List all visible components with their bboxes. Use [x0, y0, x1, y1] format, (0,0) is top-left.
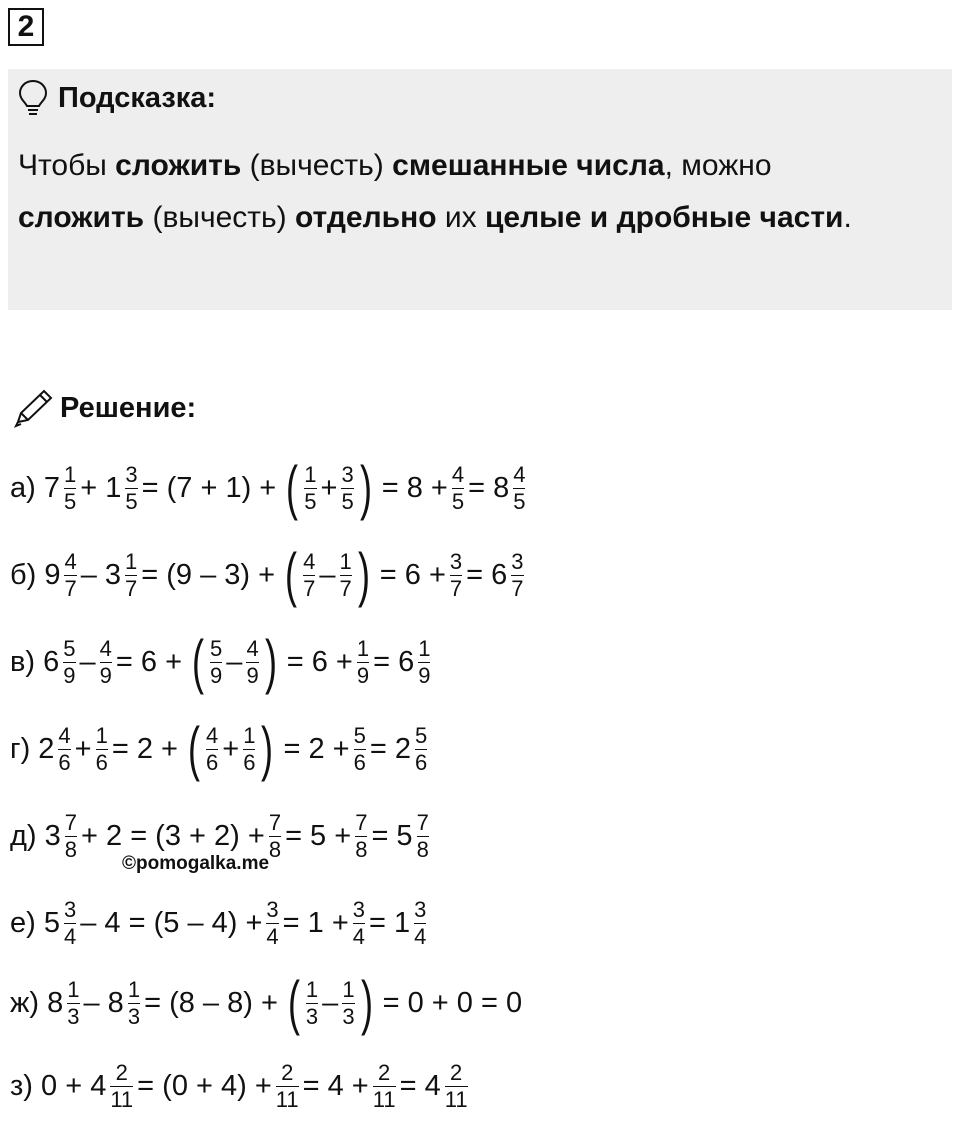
expression-text: –: [322, 986, 339, 1019]
denominator: 11: [444, 1086, 468, 1112]
fraction: [341, 462, 353, 515]
denominator: 8: [355, 836, 368, 862]
left-paren: (: [287, 969, 300, 1036]
numerator: 3: [125, 461, 138, 487]
numerator: 5: [210, 635, 223, 661]
fraction: [64, 462, 76, 515]
denominator: 3: [67, 1003, 80, 1029]
pencil-icon: [12, 388, 54, 428]
numerator: 4: [513, 461, 526, 487]
hint-segment: смешанные числа: [392, 149, 665, 182]
expression-text: = 4: [399, 1069, 441, 1102]
right-paren: ): [264, 628, 277, 695]
fraction: [65, 810, 77, 863]
fraction: [414, 897, 426, 950]
expression-text: = 2: [369, 732, 411, 765]
denominator: 11: [275, 1086, 299, 1112]
expression-text: – 4 = (5 – 4) +: [80, 906, 263, 939]
hint-segment: целые и дробные части: [484, 201, 844, 234]
numerator: 1: [418, 635, 431, 661]
denominator: 9: [246, 662, 259, 688]
fraction: [64, 549, 76, 602]
expression-text: +: [222, 732, 240, 765]
fraction: [58, 723, 70, 776]
fraction: [125, 462, 137, 515]
denominator: 6: [58, 749, 71, 775]
denominator: 5: [63, 488, 77, 514]
lightbulb-icon: [18, 79, 48, 117]
denominator: 11: [372, 1086, 396, 1112]
denominator: 9: [99, 662, 112, 688]
numerator: 4: [451, 461, 465, 487]
numerator: 3: [352, 896, 366, 922]
numerator: 2: [281, 1059, 294, 1085]
numerator: 7: [416, 809, 429, 835]
denominator: 7: [303, 575, 316, 601]
fraction: [418, 636, 430, 689]
numerator: 1: [243, 722, 256, 748]
fraction: [96, 723, 108, 776]
denominator: 3: [342, 1003, 355, 1029]
denominator: 4: [352, 923, 366, 949]
fraction: [63, 636, 75, 689]
hint-text: [18, 140, 938, 244]
fraction: [110, 1060, 133, 1113]
hint-segment: .: [843, 201, 852, 234]
denominator: 4: [266, 923, 279, 949]
expression-text: е) 5: [10, 906, 60, 939]
numerator: 1: [339, 548, 352, 574]
fraction: [357, 636, 369, 689]
fraction: [511, 549, 523, 602]
numerator: 4: [206, 722, 219, 748]
expression-text: +: [74, 732, 92, 765]
expression-text: = 4 +: [302, 1069, 369, 1102]
fraction: [417, 810, 429, 863]
fraction: [353, 897, 365, 950]
expression-text: = 2 +: [111, 732, 187, 765]
fraction: [276, 1060, 299, 1113]
denominator: 4: [414, 923, 427, 949]
numerator: 1: [125, 548, 138, 574]
hint-segment: отдельно: [294, 201, 437, 234]
denominator: 8: [416, 836, 429, 862]
fraction: [246, 636, 258, 689]
numerator: 5: [353, 722, 366, 748]
fraction: [64, 897, 76, 950]
expression-text: = (0 + 4) +: [137, 1069, 272, 1102]
expression-text: = (7 + 1) +: [141, 471, 285, 504]
expression-text: = 5: [371, 819, 413, 852]
hint-line-2: [18, 192, 938, 244]
hint-segment: сложить: [115, 149, 242, 182]
expression-text: = 2 +: [275, 732, 350, 765]
solution-header: [12, 386, 196, 430]
denominator: 7: [449, 575, 463, 601]
denominator: 5: [304, 488, 317, 514]
expression-text: в) 6: [10, 645, 60, 678]
fraction: [210, 636, 222, 689]
fraction: [445, 1060, 468, 1113]
numerator: 3: [63, 896, 77, 922]
denominator: 7: [125, 575, 138, 601]
left-paren: (: [192, 628, 205, 695]
fraction: [450, 549, 462, 602]
expression-text: з) 0 + 4: [10, 1069, 107, 1102]
expression-text: = 6: [373, 645, 415, 678]
numerator: 1: [67, 976, 80, 1002]
expression-text: д) 3: [10, 819, 61, 852]
fraction: [100, 636, 112, 689]
fraction: [340, 549, 352, 602]
hint-title: Подсказка:: [58, 81, 217, 114]
numerator: 7: [355, 809, 368, 835]
numerator: 2: [115, 1059, 128, 1085]
fraction: [67, 977, 79, 1030]
expression-text: = 6: [466, 558, 508, 591]
numerator: 1: [305, 976, 319, 1002]
numerator: 3: [414, 896, 427, 922]
hint-segment: их: [436, 201, 485, 234]
hint-segment: Чтобы: [18, 149, 116, 182]
hint-header: [18, 78, 216, 118]
fraction: [269, 810, 281, 863]
denominator: 5: [513, 488, 526, 514]
numerator: 3: [449, 548, 463, 574]
denominator: 5: [125, 488, 138, 514]
task-number-box: 2: [8, 8, 44, 46]
denominator: 5: [451, 488, 465, 514]
solution-row: [10, 541, 528, 608]
numerator: 4: [58, 722, 71, 748]
expression-text: –: [79, 645, 96, 678]
solution-row: [10, 1056, 472, 1116]
denominator: 8: [64, 836, 78, 862]
expression-text: = (8 – 8) +: [144, 986, 286, 1019]
denominator: 9: [63, 662, 76, 688]
numerator: 3: [266, 896, 279, 922]
hint-line-1: [18, 140, 938, 192]
numerator: 1: [356, 635, 370, 661]
numerator: 1: [342, 976, 355, 1002]
expression-text: = 5 +: [285, 819, 352, 852]
denominator: 7: [339, 575, 352, 601]
left-paren: (: [188, 715, 201, 782]
fraction: [354, 723, 366, 776]
fraction: [243, 723, 255, 776]
expression-text: = 6 +: [115, 645, 191, 678]
denominator: 5: [341, 488, 354, 514]
expression-text: –: [226, 645, 243, 678]
expression-text: б) 9: [10, 558, 61, 591]
fraction: [125, 549, 137, 602]
denominator: 7: [511, 575, 524, 601]
fraction: [266, 897, 278, 950]
fraction: [306, 977, 318, 1030]
denominator: 3: [305, 1003, 319, 1029]
hint-segment: , можно: [664, 149, 772, 182]
numerator: 3: [341, 461, 354, 487]
denominator: 9: [210, 662, 223, 688]
expression-text: = 8: [468, 471, 510, 504]
fraction: [342, 977, 354, 1030]
expression-text: + 2 = (3 + 2) +: [81, 819, 265, 852]
denominator: 9: [356, 662, 370, 688]
watermark: ©pomogalka.me: [122, 853, 270, 874]
numerator: 4: [303, 548, 316, 574]
numerator: 2: [450, 1059, 463, 1085]
expression-text: а) 7: [10, 471, 60, 504]
solution-row: [10, 454, 529, 521]
left-paren: (: [286, 454, 299, 521]
numerator: 4: [64, 548, 77, 574]
expression-text: = 1: [369, 906, 411, 939]
hint-segment: (вычесть): [144, 201, 295, 234]
numerator: 3: [511, 548, 524, 574]
denominator: 6: [206, 749, 219, 775]
solution-row: [10, 628, 434, 695]
denominator: 6: [243, 749, 256, 775]
expression-text: +: [320, 471, 338, 504]
expression-text: г) 2: [10, 732, 55, 765]
denominator: 4: [63, 923, 77, 949]
solution-title: Решение:: [60, 391, 197, 424]
right-paren: ): [359, 454, 372, 521]
denominator: 7: [64, 575, 77, 601]
numerator: 1: [304, 461, 317, 487]
right-paren: ): [357, 541, 370, 608]
fraction: [513, 462, 525, 515]
numerator: 7: [268, 809, 282, 835]
numerator: 4: [99, 635, 112, 661]
fraction: [206, 723, 218, 776]
fraction: [303, 549, 315, 602]
denominator: 6: [353, 749, 366, 775]
numerator: 2: [378, 1059, 391, 1085]
expression-text: = 6 +: [371, 558, 446, 591]
left-paren: (: [285, 541, 298, 608]
fraction: [128, 977, 140, 1030]
fraction: [304, 462, 316, 515]
expression-text: = 8 +: [373, 471, 448, 504]
solution-row: [10, 893, 430, 953]
fraction: [373, 1060, 396, 1113]
hint-segment: (вычесть): [241, 149, 393, 182]
numerator: 4: [246, 635, 259, 661]
numerator: 1: [63, 461, 77, 487]
numerator: 1: [95, 722, 108, 748]
expression-text: ж) 8: [10, 986, 64, 1019]
solution-row: [10, 969, 523, 1036]
numerator: 5: [63, 635, 76, 661]
right-paren: ): [360, 969, 373, 1036]
denominator: 9: [418, 662, 431, 688]
expression-text: – 3: [80, 558, 122, 591]
right-paren: ): [261, 715, 274, 782]
expression-text: –: [319, 558, 336, 591]
expression-text: = 6 +: [278, 645, 353, 678]
expression-text: = 1 +: [282, 906, 349, 939]
fraction: [452, 462, 464, 515]
fraction: [355, 810, 367, 863]
expression-text: + 1: [80, 471, 122, 504]
expression-text: = 0 + 0 = 0: [374, 986, 523, 1019]
numerator: 1: [127, 976, 141, 1002]
denominator: 6: [414, 749, 428, 775]
denominator: 11: [110, 1086, 134, 1112]
hint-segment: сложить: [18, 201, 145, 234]
denominator: 6: [95, 749, 108, 775]
fraction: [415, 723, 427, 776]
denominator: 8: [268, 836, 282, 862]
solution-row: [10, 715, 431, 782]
expression-text: = (9 – 3) +: [141, 558, 284, 591]
numerator: 7: [64, 809, 78, 835]
denominator: 3: [127, 1003, 141, 1029]
expression-text: – 8: [83, 986, 124, 1019]
numerator: 5: [414, 722, 428, 748]
